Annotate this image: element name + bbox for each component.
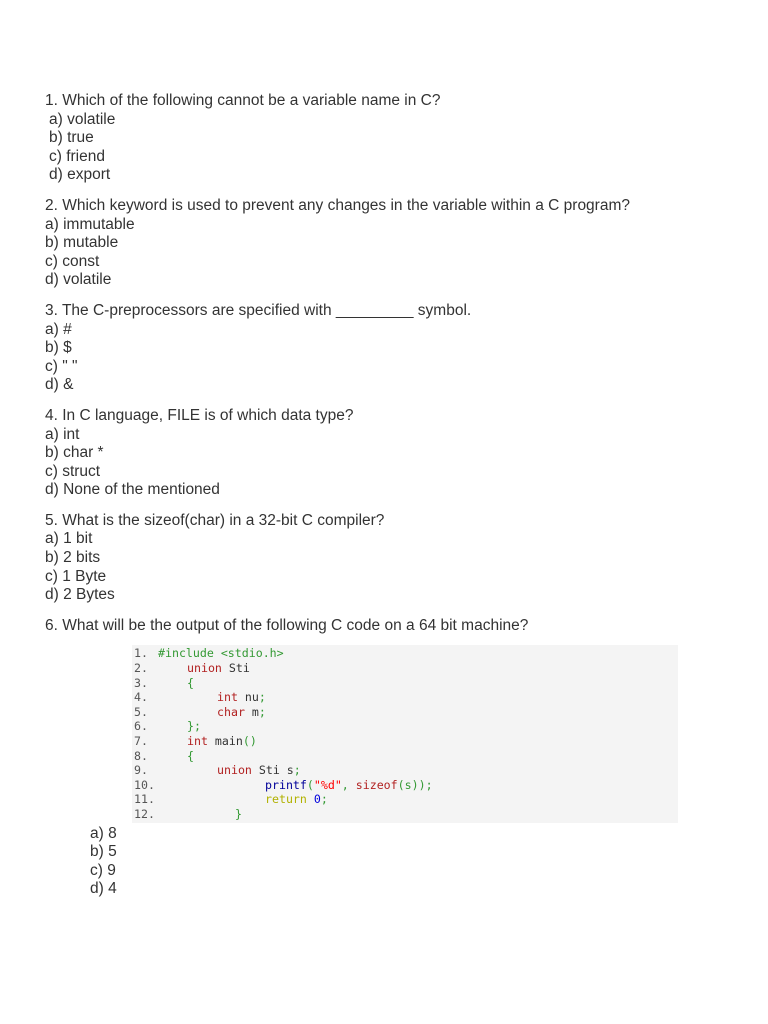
question-5 [45,512,745,605]
option-d: d) volatile [45,271,112,289]
line-number: 5. [134,704,148,719]
code-token: return [265,792,307,807]
code-token: nu [237,690,259,705]
code-token: union [187,661,222,676]
quiz-document [45,92,745,911]
code-token: printf [265,777,307,792]
code-token: () [242,734,257,748]
option-c: c) " " [45,357,78,375]
code-token: ; [293,763,301,778]
option-c: c) const [45,252,100,270]
code-token: { [187,748,194,763]
code-token: sizeof [355,777,398,792]
code-line [134,778,678,793]
question-6 [45,617,745,899]
code-token: m [244,704,259,719]
code-token: , [341,777,356,792]
code-token: "%d" [313,777,342,792]
question-1 [45,92,745,185]
option-a: a) 8 [90,824,117,842]
code-token: int [187,734,208,748]
code-line [134,676,678,691]
line-number: 1. [134,646,148,661]
code-line [134,690,678,705]
line-number: 12. [134,806,155,821]
code-token: ; [320,792,328,807]
line-number: 9. [134,763,148,778]
code-block [132,645,678,822]
code-token: ; [258,704,266,719]
code-token: int [217,690,238,705]
line-number: 11. [134,792,155,807]
line-number: 3. [134,675,148,690]
option-c: c) 9 [90,861,116,879]
question-text: 2. Which keyword is used to prevent any changes in the variable within a C program? [45,196,630,214]
code-line [134,719,678,734]
line-number: 8. [134,748,148,763]
question-text: 1. Which of the following cannot be a variable name in C? [45,92,441,109]
option-b: b) mutable [45,234,119,252]
code-token: ; [258,690,266,705]
line-number: 10. [134,777,155,792]
option-c: c) 1 Byte [45,567,107,585]
code-line [134,763,678,778]
option-b: b) 5 [90,843,117,861]
code-line [134,749,678,764]
line-number: 6. [134,719,148,734]
question-text: 5. What is the sizeof(char) in a 32-bit C compiler? [45,511,385,529]
line-number: 2. [134,661,148,676]
option-c: c) friend [49,147,105,165]
option-c: c) struct [45,462,101,480]
option-a: a) volatile [49,110,116,128]
code-token: }; [187,719,201,734]
option-d: d) None of the mentioned [45,481,220,499]
question-3 [45,302,745,395]
code-token: Sti [221,661,250,676]
code-token: Sti s [251,763,294,778]
code-token: main [207,734,243,748]
code-token: (s)); [397,777,433,792]
code-token: ( [306,777,314,792]
code-line [134,792,678,807]
option-d: d) export [49,166,111,184]
code-token: } [235,806,242,821]
option-a: a) 1 bit [45,530,93,548]
question-text: 3. The C-preprocessors are specified with _________ symbol. [45,301,472,319]
question-text: 4. In C language, FILE is of which data type? [45,406,354,424]
question-2 [45,197,745,290]
code-token: char [217,704,245,719]
code-line [134,734,678,749]
option-a: a) immutable [45,215,135,233]
line-number: 7. [134,734,148,748]
code-token: #include <stdio.h> [158,646,284,661]
option-d: d) 4 [90,880,117,898]
code-line [134,705,678,720]
option-a: a) int [45,425,80,443]
option-b: b) 2 bits [45,549,101,567]
option-b: b) true [49,129,94,147]
option-d: d) 2 Bytes [45,586,115,604]
code-line [134,807,678,822]
option-d: d) & [45,376,74,394]
code-line [134,661,678,676]
code-line [134,646,678,661]
answer-options [90,825,745,899]
option-b: b) $ [45,339,72,357]
question-text: 6. What will be the output of the following C code on a 64 bit machine? [45,616,529,634]
option-a: a) # [45,320,72,338]
question-4 [45,407,745,500]
line-number: 4. [134,690,148,705]
option-b: b) char * [45,444,104,462]
code-token: { [187,675,194,690]
code-token: union [217,763,252,778]
code-token: 0 [306,792,321,807]
